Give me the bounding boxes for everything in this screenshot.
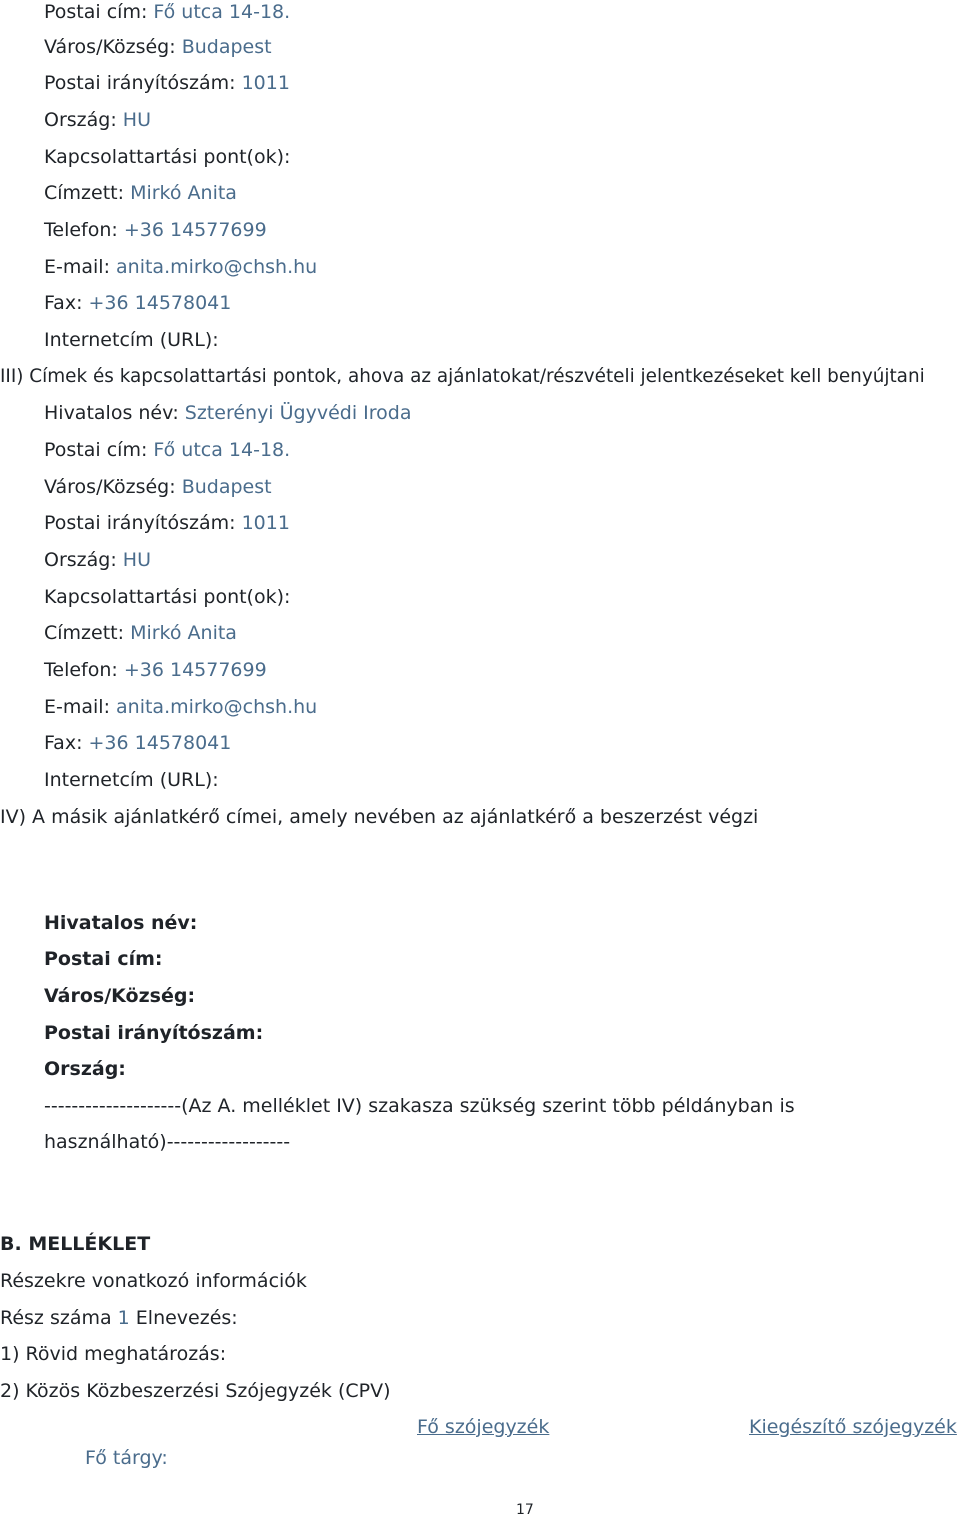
part-number-line <box>0 1306 238 1330</box>
field-country <box>44 548 151 572</box>
value: Mirkó Anita <box>130 182 237 204</box>
value: HU <box>122 549 151 571</box>
value: Budapest <box>181 36 272 58</box>
value: anita.mirko@chsh.hu <box>116 256 318 278</box>
short-description: 1) Rövid meghatározás: <box>0 1343 227 1365</box>
label: Város/Község: <box>44 36 182 58</box>
field-fax <box>44 291 231 315</box>
field-email <box>44 695 317 719</box>
label: Hivatalos név: <box>44 402 185 424</box>
value: 1011 <box>241 512 290 534</box>
label: Postai cím: <box>44 439 154 461</box>
label: Fax: <box>44 292 89 314</box>
label: Telefon: <box>44 219 124 241</box>
label-official-name: Hivatalos név: <box>44 912 198 934</box>
parts-info: Részekre vonatkozó információk <box>0 1270 307 1292</box>
field-url <box>44 768 219 792</box>
label: Internetcím (URL): <box>44 329 219 351</box>
part-number-value: 1 <box>117 1307 130 1329</box>
field-fax <box>44 731 231 755</box>
label: Város/Község: <box>44 476 182 498</box>
cpv-extra-header: Kiegészítő szójegyzék <box>749 1416 957 1438</box>
value: Fő utca 14-18. <box>153 439 291 461</box>
annex-title: B. MELLÉKLET <box>0 1233 151 1255</box>
section-3-title: III) Címek és kapcsolattartási pontok, ahova az ajánlatokat/részvételi jelentkezéseket kell benyújtani <box>0 366 925 387</box>
label: Ország: <box>44 549 123 571</box>
field-email <box>44 255 317 279</box>
field-city <box>44 475 272 499</box>
field-contact-points <box>44 585 290 609</box>
value: +36 14578041 <box>88 292 232 314</box>
label-city: Város/Község: <box>44 985 196 1007</box>
label: Postai irányítószám: <box>44 72 242 94</box>
value: Fő utca 14-18. <box>153 1 291 23</box>
label: Kapcsolattartási pont(ok): <box>44 586 291 608</box>
label-postal-code: Postai irányítószám: <box>44 1022 264 1044</box>
field-postal-address <box>44 438 290 462</box>
note-line-1: --------------------(Az A. melléklet IV) szakasza szükség szerint több példányban is <box>44 1095 795 1117</box>
main-subject-label: Fő tárgy: <box>85 1447 168 1469</box>
value: anita.mirko@chsh.hu <box>116 696 318 718</box>
cpv-title: 2) Közös Közbeszerzési Szójegyzék (CPV) <box>0 1380 391 1402</box>
cpv-main-header: Fő szójegyzék <box>417 1416 550 1438</box>
label: Rész száma <box>0 1307 118 1329</box>
label-country: Ország: <box>44 1058 126 1080</box>
label: Címzett: <box>44 182 131 204</box>
field-recipient <box>44 621 237 645</box>
label: Fax: <box>44 732 89 754</box>
value: 1011 <box>241 72 290 94</box>
value: +36 14577699 <box>123 219 267 241</box>
value: +36 14577699 <box>123 659 267 681</box>
field-official-name <box>44 401 411 425</box>
section-4-title: IV) A másik ajánlatkérő címei, amely nevében az ajánlatkérő a beszerzést végzi <box>0 806 759 828</box>
label: Postai irányítószám: <box>44 512 242 534</box>
value: Mirkó Anita <box>130 622 237 644</box>
field-postal-code <box>44 511 290 535</box>
field-phone <box>44 218 267 242</box>
label: Postai cím: <box>44 1 154 23</box>
field-postal-code <box>44 71 290 95</box>
field-url <box>44 328 219 352</box>
value: Szterényi Ügyvédi Iroda <box>184 402 412 424</box>
label: Telefon: <box>44 659 124 681</box>
field-postal-address <box>44 0 290 24</box>
page-number: 17 <box>516 1502 534 1518</box>
value: HU <box>122 109 151 131</box>
label: E-mail: <box>44 696 117 718</box>
label-postal-address: Postai cím: <box>44 948 163 970</box>
field-phone <box>44 658 267 682</box>
label: E-mail: <box>44 256 117 278</box>
label: Ország: <box>44 109 123 131</box>
field-contact-points <box>44 145 290 169</box>
label: Internetcím (URL): <box>44 769 219 791</box>
value: +36 14578041 <box>88 732 232 754</box>
label: Címzett: <box>44 622 131 644</box>
label: Kapcsolattartási pont(ok): <box>44 146 291 168</box>
note-line-2: használható)------------------ <box>44 1131 291 1153</box>
field-country <box>44 108 151 132</box>
field-recipient <box>44 181 237 205</box>
label: Elnevezés: <box>129 1307 238 1329</box>
field-city <box>44 35 272 59</box>
value: Budapest <box>181 476 272 498</box>
